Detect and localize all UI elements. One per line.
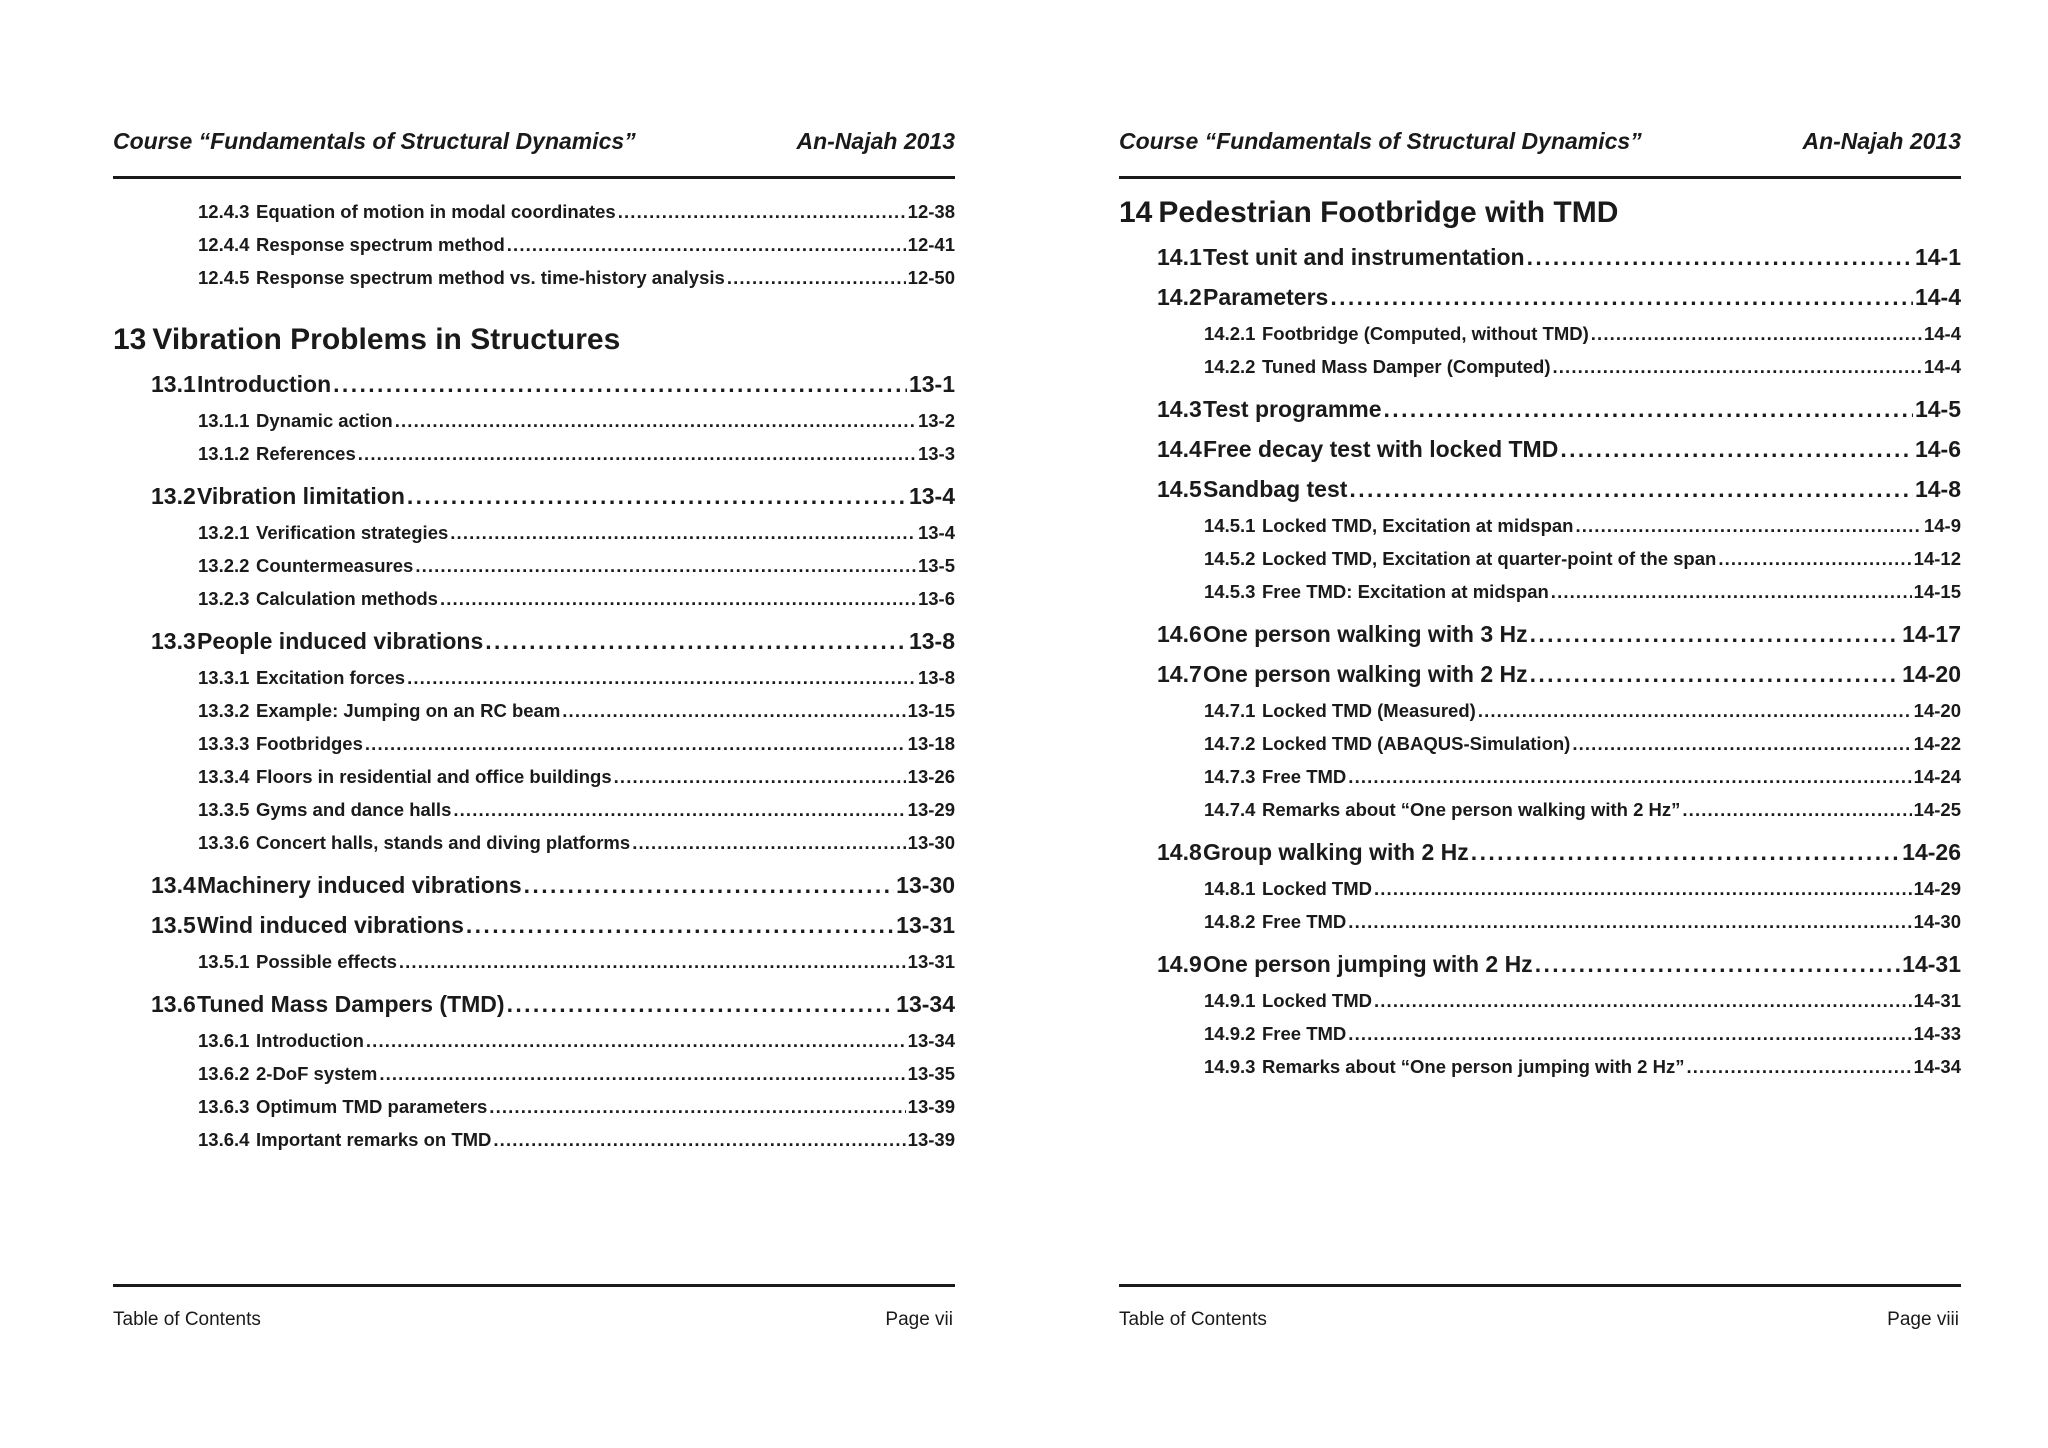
toc-section-entry[interactable]: 14.1 Test unit and instrumentation . . . 14-1 — [1119, 243, 1961, 271]
entry-page: 14-31 — [1902, 951, 1961, 977]
entry-number: 14.7.2 — [1204, 733, 1256, 754]
toc-subsection-entry[interactable] — [113, 1024, 955, 1057]
entry-page: 14-4 — [1914, 284, 1961, 310]
entry-title: Free decay test with locked TMD — [1203, 436, 1559, 462]
entry-title: Tuned Mass Damper (Computed) — [1262, 356, 1551, 377]
entry-page: 13-3 — [917, 443, 955, 464]
entry-number: 14.5.3 — [1204, 581, 1256, 602]
dot-leader — [507, 990, 895, 1018]
toc-subsection-entry[interactable] — [113, 760, 955, 793]
toc-subsection-entry[interactable] — [1119, 1017, 1961, 1050]
entry-page: 14-30 — [1913, 911, 1961, 932]
entry-number: 13.3.1 — [198, 667, 250, 688]
entry-title: Gyms and dance halls — [256, 799, 452, 820]
course-year: An-Najah 2013 — [1802, 128, 1961, 154]
toc-subsection-entry[interactable] — [113, 1090, 955, 1123]
dot-leader — [358, 437, 916, 470]
header-rule — [113, 176, 955, 179]
entry-title: Group walking with 2 Hz — [1203, 839, 1469, 865]
entry-page: 13-6 — [917, 588, 955, 609]
dot-leader — [562, 694, 905, 727]
entry-page: 14-33 — [1913, 1023, 1961, 1044]
toc-section-entry[interactable]: 14.8 Group walking with 2 Hz . . . 14-26 — [1119, 838, 1961, 866]
entry-page: 12-38 — [907, 201, 955, 222]
entry-page: 14-12 — [1913, 548, 1961, 569]
dot-leader — [407, 482, 907, 510]
toc-subsection-entry[interactable] — [113, 549, 955, 582]
entry-number: 13.6.2 — [198, 1063, 250, 1084]
toc-subsection-entry[interactable] — [1119, 872, 1961, 905]
entry-title: Footbridges — [256, 733, 363, 754]
entry-title: Dynamic action — [256, 410, 393, 431]
dot-leader — [450, 516, 916, 549]
dot-leader — [1560, 435, 1913, 463]
dot-leader — [365, 727, 906, 760]
toc-subsection-entry[interactable] — [113, 694, 955, 727]
dot-leader — [1591, 317, 1922, 350]
toc-subsection-entry[interactable] — [113, 195, 955, 228]
entry-page: 13-35 — [907, 1063, 955, 1084]
entry-page: 14-4 — [1923, 323, 1961, 344]
entry-page: 14-34 — [1913, 1056, 1961, 1077]
entry-title: Free TMD — [1262, 911, 1347, 932]
dot-leader — [1572, 727, 1911, 760]
entry-title: Locked TMD — [1262, 990, 1372, 1011]
entry-number: 14.7.4 — [1204, 799, 1256, 820]
dot-leader — [493, 1123, 905, 1156]
dot-leader — [1384, 395, 1913, 423]
dot-leader — [333, 370, 907, 398]
entry-page: 14-9 — [1923, 515, 1961, 536]
entry-title: Important remarks on TMD — [256, 1129, 492, 1150]
dot-leader — [415, 549, 916, 582]
entry-number: 12.4.4 — [198, 234, 250, 255]
entry-title: Footbridge (Computed, without TMD) — [1262, 323, 1589, 344]
entry-page: 14-6 — [1914, 436, 1961, 462]
toc-subsection-entry[interactable] — [113, 727, 955, 760]
dot-leader — [507, 228, 906, 261]
entry-title: Free TMD — [1262, 1023, 1347, 1044]
table-of-contents — [113, 195, 955, 1156]
page-number: Page viii — [1887, 1309, 1959, 1330]
entry-title: Locked TMD (Measured) — [1262, 700, 1476, 721]
footer-rule — [113, 1284, 955, 1287]
entry-number: 13.6.4 — [198, 1129, 250, 1150]
entry-number: 13.3.5 — [198, 799, 250, 820]
section-list — [113, 370, 955, 1156]
course-title: Course “Fundamentals of Structural Dynamics” — [1119, 128, 1642, 154]
entry-number: 14.8.1 — [1204, 878, 1256, 899]
entry-page: 14-20 — [1902, 661, 1961, 687]
toc-subsection-entry[interactable] — [1119, 984, 1961, 1017]
dot-leader — [1530, 620, 1901, 648]
toc-subsection-entry[interactable] — [1119, 509, 1961, 542]
entry-number: 13.3.3 — [198, 733, 250, 754]
entry-number: 14.9.2 — [1204, 1023, 1256, 1044]
entry-title: Parameters — [1203, 284, 1329, 310]
dot-leader — [1374, 984, 1912, 1017]
toc-section-entry[interactable]: 14.3 Test programme . . . 14-5 — [1119, 395, 1961, 423]
dot-leader — [1348, 760, 1911, 793]
toc-section-entry[interactable]: 13.6 Tuned Mass Dampers (TMD) . . . 13-34 — [113, 990, 955, 1018]
entry-page: 14-17 — [1902, 621, 1961, 647]
entry-number: 13.6.3 — [198, 1096, 250, 1117]
entry-title: Verification strategies — [256, 522, 449, 543]
dot-leader — [453, 793, 905, 826]
toc-section-entry[interactable]: 13.2 Vibration limitation . . . 13-4 — [113, 482, 955, 510]
entry-page: 13-4 — [917, 522, 955, 543]
toc-section-entry[interactable]: 13.1 Introduction . . . 13-1 — [113, 370, 955, 398]
entry-number: 12.4.5 — [198, 267, 250, 288]
entry-number: 14.2.1 — [1204, 323, 1256, 344]
entry-title: One person walking with 3 Hz — [1203, 621, 1528, 647]
entry-title: Response spectrum method — [256, 234, 505, 255]
toc-section-entry[interactable]: 14.5 Sandbag test . . . 14-8 — [1119, 475, 1961, 503]
toc-subsection-entry[interactable] — [113, 1123, 955, 1156]
dot-leader — [1348, 1017, 1911, 1050]
entry-title: Response spectrum method vs. time-history analysis — [256, 267, 725, 288]
left-page — [113, 0, 955, 1448]
toc-subsection-entry[interactable] — [1119, 727, 1961, 760]
dot-leader — [1348, 905, 1911, 938]
entry-title: Optimum TMD parameters — [256, 1096, 488, 1117]
chapter-heading[interactable] — [1119, 195, 1961, 231]
toc-subsection-entry[interactable] — [113, 945, 955, 978]
toc-subsection-entry[interactable] — [113, 516, 955, 549]
entry-number: 14.8.2 — [1204, 911, 1256, 932]
entry-number: 14.9.3 — [1204, 1056, 1256, 1077]
entry-page: 14-15 — [1913, 581, 1961, 602]
entry-number: 13.2.1 — [198, 522, 250, 543]
entry-number: 14.5.2 — [1204, 548, 1256, 569]
entry-title: One person walking with 2 Hz — [1203, 661, 1528, 687]
toc-subsection-entry[interactable] — [113, 437, 955, 470]
entry-title: Countermeasures — [256, 555, 414, 576]
dot-leader — [399, 945, 906, 978]
entry-title: Tuned Mass Dampers (TMD) — [197, 991, 505, 1017]
entry-number: 13.6.1 — [198, 1030, 250, 1051]
entry-title: Calculation methods — [256, 588, 438, 609]
entry-page: 13-39 — [907, 1096, 955, 1117]
header-rule — [1119, 176, 1961, 179]
dot-leader — [1535, 950, 1900, 978]
entry-number: 12.4.3 — [198, 201, 250, 222]
dot-leader — [1478, 694, 1912, 727]
dot-leader — [485, 627, 907, 655]
entry-title: Remarks about “One person walking with 2 Hz” — [1262, 799, 1681, 820]
dot-leader — [1552, 350, 1921, 383]
toc-subsection-entry[interactable] — [1119, 905, 1961, 938]
toc-subsection-entry[interactable] — [1119, 575, 1961, 608]
dot-leader — [614, 760, 906, 793]
entry-title: Introduction — [256, 1030, 364, 1051]
entry-page: 14-1 — [1914, 244, 1961, 270]
table-of-contents — [1119, 195, 1961, 1083]
footer-label: Table of Contents — [1119, 1309, 1267, 1330]
entry-number: 14.5.1 — [1204, 515, 1256, 536]
entry-page: 12-41 — [907, 234, 955, 255]
toc-section-entry[interactable]: 14.2 Parameters . . . 14-4 — [1119, 283, 1961, 311]
toc-subsection-entry[interactable] — [1119, 317, 1961, 350]
chapter-title: Vibration Problems in Structures — [152, 323, 621, 356]
entry-title: Test unit and instrumentation — [1203, 244, 1525, 270]
entry-title: People induced vibrations — [197, 628, 484, 654]
dot-leader — [524, 871, 895, 899]
entry-title: Locked TMD, Excitation at quarter-point of the span — [1262, 548, 1717, 569]
entry-number: 13.3.2 — [198, 700, 250, 721]
dot-leader — [632, 826, 905, 859]
section-list — [1119, 243, 1961, 1083]
toc-subsection-entry[interactable] — [113, 228, 955, 261]
dot-leader — [1718, 542, 1911, 575]
chapter-heading[interactable] — [113, 322, 955, 358]
entry-page: 14-29 — [1913, 878, 1961, 899]
entry-title: Introduction — [197, 371, 332, 397]
toc-section-entry[interactable]: 14.9 One person jumping with 2 Hz . . . 14-31 — [1119, 950, 1961, 978]
dot-leader — [1374, 872, 1912, 905]
entry-page: 13-26 — [907, 766, 955, 787]
toc-subsection-entry[interactable] — [113, 661, 955, 694]
dot-leader — [1551, 575, 1912, 608]
entry-title: References — [256, 443, 356, 464]
entry-page: 13-18 — [907, 733, 955, 754]
chapter-title: Pedestrian Footbridge with TMD — [1158, 196, 1619, 229]
entry-title: Example: Jumping on an RC beam — [256, 700, 561, 721]
chapter-number: 14 — [1119, 196, 1153, 229]
entry-page: 14-26 — [1902, 839, 1961, 865]
entry-page: 14-8 — [1914, 476, 1961, 502]
entry-number: 13.5.1 — [198, 951, 250, 972]
entry-title: Equation of motion in modal coordinates — [256, 201, 616, 222]
entry-number: 13.2.3 — [198, 588, 250, 609]
toc-section-entry[interactable]: 14.6 One person walking with 3 Hz . . . 14-17 — [1119, 620, 1961, 648]
dot-leader — [1530, 660, 1901, 688]
entry-number: 13.3.4 — [198, 766, 250, 787]
entry-page: 13-30 — [896, 872, 955, 898]
dot-leader — [1575, 509, 1922, 542]
entry-number: 14.9.1 — [1204, 990, 1256, 1011]
entry-title: Locked TMD — [1262, 878, 1372, 899]
dot-leader — [440, 582, 916, 615]
chapter-number: 13 — [113, 323, 147, 356]
entry-number: 13.2.2 — [198, 555, 250, 576]
entry-title: Remarks about “One person jumping with 2 Hz” — [1262, 1056, 1685, 1077]
page-number: Page vii — [885, 1309, 953, 1330]
toc-subsection-entry[interactable] — [113, 1057, 955, 1090]
entry-title: Sandbag test — [1203, 476, 1348, 502]
entry-page: 13-39 — [907, 1129, 955, 1150]
entry-title: One person jumping with 2 Hz — [1203, 951, 1533, 977]
toc-subsection-entry[interactable] — [113, 826, 955, 859]
entry-number: 13.1.1 — [198, 410, 250, 431]
entry-page: 13-31 — [907, 951, 955, 972]
right-page — [1119, 0, 1961, 1448]
entry-page: 13-4 — [908, 483, 955, 509]
toc-subsection-entry[interactable] — [1119, 350, 1961, 383]
dot-leader — [489, 1090, 905, 1123]
dot-leader — [1330, 283, 1913, 311]
dot-leader — [379, 1057, 905, 1090]
course-title: Course “Fundamentals of Structural Dynamics” — [113, 128, 636, 154]
dot-leader — [1349, 475, 1913, 503]
entry-page: 14-25 — [1913, 799, 1961, 820]
entry-page: 13-5 — [917, 555, 955, 576]
lead-entries — [113, 195, 955, 294]
entry-title: Test programme — [1203, 396, 1382, 422]
toc-subsection-entry[interactable] — [1119, 542, 1961, 575]
course-year: An-Najah 2013 — [796, 128, 955, 154]
entry-page: 13-29 — [907, 799, 955, 820]
toc-section-entry[interactable]: 14.4 Free decay test with locked TMD . . . 14-6 — [1119, 435, 1961, 463]
toc-subsection-entry[interactable] — [113, 404, 955, 437]
dot-leader — [727, 261, 906, 294]
entry-page: 13-1 — [908, 371, 955, 397]
entry-page: 13-8 — [917, 667, 955, 688]
entry-title: Machinery induced vibrations — [197, 872, 522, 898]
entry-page: 13-8 — [908, 628, 955, 654]
entry-page: 14-31 — [1913, 990, 1961, 1011]
dot-leader — [1527, 243, 1913, 271]
entry-title: Locked TMD, Excitation at midspan — [1262, 515, 1574, 536]
entry-number: 14.2.2 — [1204, 356, 1256, 377]
toc-subsection-entry[interactable] — [113, 261, 955, 294]
entry-page: 14-22 — [1913, 733, 1961, 754]
entry-page: 13-34 — [896, 991, 955, 1017]
entry-number: 13.1.2 — [198, 443, 250, 464]
entry-number: 13.3.6 — [198, 832, 250, 853]
footer-rule — [1119, 1284, 1961, 1287]
entry-title: 2-DoF system — [256, 1063, 378, 1084]
entry-page: 14-4 — [1923, 356, 1961, 377]
toc-section-entry[interactable]: 13.5 Wind induced vibrations . . . 13-31 — [113, 911, 955, 939]
dot-leader — [466, 911, 894, 939]
toc-section-entry[interactable]: 13.4 Machinery induced vibrations . . . 13-30 — [113, 871, 955, 899]
dot-leader — [1682, 793, 1911, 826]
entry-title: Vibration limitation — [197, 483, 405, 509]
footer-label: Table of Contents — [113, 1309, 261, 1330]
entry-title: Floors in residential and office buildings — [256, 766, 612, 787]
entry-page: 14-5 — [1914, 396, 1961, 422]
toc-subsection-entry[interactable] — [113, 582, 955, 615]
entry-title: Possible effects — [256, 951, 397, 972]
toc-section-entry[interactable]: 13.3 People induced vibrations . . . 13-8 — [113, 627, 955, 655]
toc-subsection-entry[interactable] — [113, 793, 955, 826]
toc-subsection-entry[interactable] — [1119, 1050, 1961, 1083]
toc-section-entry[interactable]: 14.7 One person walking with 2 Hz . . . 14-20 — [1119, 660, 1961, 688]
entry-number: 14.7.3 — [1204, 766, 1256, 787]
entry-title: Free TMD — [1262, 766, 1347, 787]
entry-page: 13-31 — [896, 912, 955, 938]
entry-page: 13-2 — [917, 410, 955, 431]
toc-subsection-entry[interactable] — [1119, 760, 1961, 793]
dot-leader — [1686, 1050, 1911, 1083]
dot-leader — [1471, 838, 1900, 866]
entry-page: 14-20 — [1913, 700, 1961, 721]
toc-subsection-entry[interactable] — [1119, 793, 1961, 826]
entry-title: Free TMD: Excitation at midspan — [1262, 581, 1549, 602]
dot-leader — [366, 1024, 906, 1057]
entry-page: 13-15 — [907, 700, 955, 721]
entry-title: Excitation forces — [256, 667, 406, 688]
entry-title: Concert halls, stands and diving platforms — [256, 832, 631, 853]
dot-leader — [618, 195, 906, 228]
dot-leader — [395, 404, 916, 437]
entry-title: Wind induced vibrations — [197, 912, 464, 938]
entry-page: 13-34 — [907, 1030, 955, 1051]
toc-subsection-entry[interactable] — [1119, 694, 1961, 727]
entry-title: Locked TMD (ABAQUS-Simulation) — [1262, 733, 1571, 754]
entry-page: 13-30 — [907, 832, 955, 853]
entry-page: 12-50 — [907, 267, 955, 288]
entry-page: 14-24 — [1913, 766, 1961, 787]
entry-number: 14.7.1 — [1204, 700, 1256, 721]
dot-leader — [407, 661, 916, 694]
